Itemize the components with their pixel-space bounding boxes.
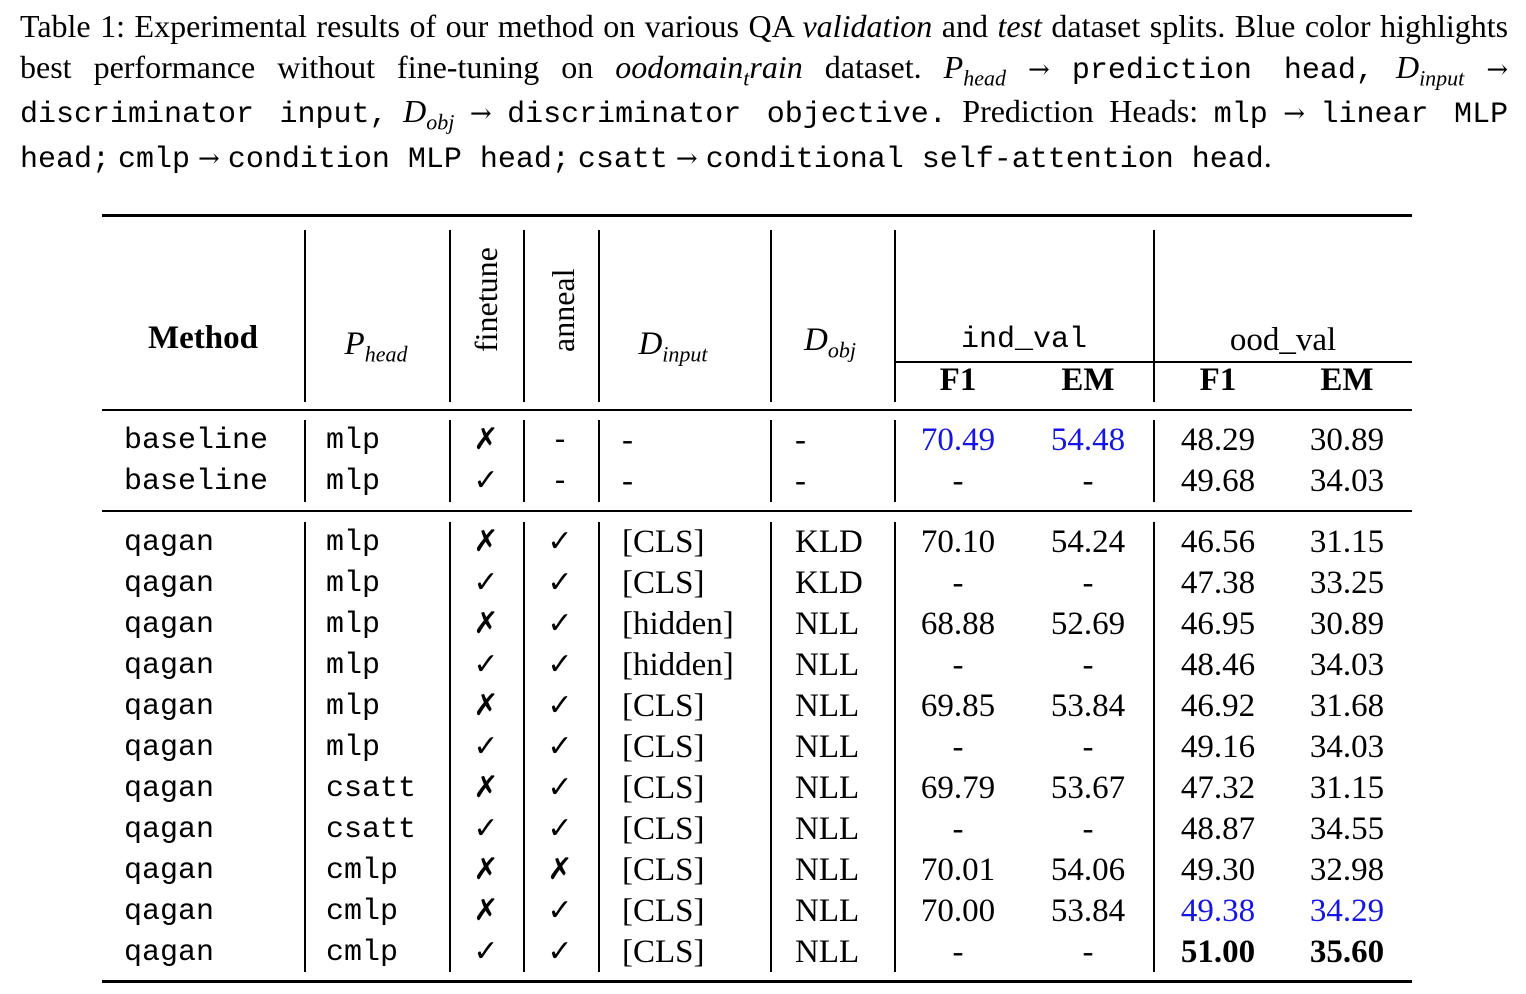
cell-d-obj: KLD [795,565,863,601]
cell-ood-f1: 46.92 [1180,688,1256,724]
header-d-obj: $D_{obj}$ [804,322,856,363]
cell-d-input: [CLS] [622,524,705,560]
cell-head: cmlp [326,895,399,929]
cell-ood-em: 31.68 [1309,688,1385,724]
cell-anneal: ✓ [547,893,573,928]
col-divider [304,522,306,972]
cell-ind-f1: - [952,647,964,683]
cell-finetune: ✗ [473,524,499,559]
cell-ood-f1: 49.16 [1180,729,1256,765]
table-caption: Table 1: Experimental results of our method on various QA validation and test dataset splits. Blue color highlights best performance without fine-tuning on oodomain$_t$rain dataset. $P_{head}$ → prediction head, $D_{input}$ → discriminator input, $D_{obj}$ → discriminator objective. Prediction Heads: mlp → linear MLP head; cmlp → condition MLP head; csatt → conditional self-attention head. [20,8,1509,177]
arrow-icon: → [675,143,698,174]
cell-anneal: ✓ [547,770,573,805]
arrow-icon: → [469,99,492,129]
cell-ood-em: 34.55 [1309,811,1385,847]
cell-ind-f1: - [952,729,964,765]
cell-method: qagan [124,936,215,970]
cell-ind-f1: - [952,463,964,499]
cell-ood-em: 31.15 [1309,770,1385,806]
cell-method: qagan [124,608,215,642]
cell-ind-em: - [1082,463,1094,499]
cell-d-input: [hidden] [622,647,734,683]
cell-d-obj: NLL [795,770,860,806]
cell-d-input: [CLS] [622,893,705,929]
cell-method: qagan [124,690,215,724]
cell-anneal: ✓ [547,934,573,969]
arrow-icon: → [1486,54,1509,85]
col-divider [449,522,451,972]
cell-d-input: [CLS] [622,688,705,724]
header-d-input: $D_{input}$ [638,326,708,367]
cell-ind-f1: 70.00 [920,893,996,929]
cell-ood-em: 34.03 [1309,729,1385,765]
cell-finetune: ✓ [473,934,499,969]
cell-anneal: - [554,422,566,457]
cell-finetune: ✓ [473,729,499,764]
cell-finetune: ✓ [473,811,499,846]
arrow-icon: → [198,143,220,174]
cell-anneal: - [554,463,566,498]
cell-head: mlp [326,465,381,499]
cell-head: mlp [326,526,381,560]
cell-d-input: [CLS] [622,770,705,806]
col-divider [449,230,451,402]
cell-ind-f1: 70.01 [920,852,996,888]
cell-anneal: ✓ [547,647,573,682]
top-rule [102,214,1412,217]
cell-method: baseline [124,424,269,458]
cell-method: qagan [124,526,215,560]
cell-d-input: - [622,463,633,499]
col-divider [598,230,600,402]
cell-anneal: ✓ [547,811,573,846]
cell-ood-em: 34.29 [1309,893,1385,929]
header-ind-em: EM [1061,362,1115,398]
cell-d-obj: NLL [795,893,860,929]
cell-ind-f1: - [952,565,964,601]
cell-ood-f1: 48.29 [1180,422,1256,458]
cell-ind-f1: - [952,934,964,970]
cell-head: mlp [326,424,381,458]
cell-method: qagan [124,567,215,601]
caption-label: Table 1: [20,8,126,44]
cell-method: qagan [124,772,215,806]
col-divider [598,522,600,972]
cell-ind-em: 53.84 [1050,893,1126,929]
cell-ind-f1: 70.10 [920,524,996,560]
cell-anneal: ✗ [547,852,573,887]
cell-head: cmlp [326,936,399,970]
cell-finetune: ✓ [473,463,499,498]
cell-finetune: ✗ [473,893,499,928]
cell-anneal: ✓ [547,565,573,600]
col-divider [598,420,600,502]
col-divider [1153,230,1155,402]
cell-d-obj: NLL [795,606,860,642]
cell-ood-f1: 51.00 [1180,934,1256,970]
header-ood-em: EM [1320,362,1374,398]
cell-ood-em: 35.60 [1309,934,1385,970]
col-divider [304,230,306,402]
cell-d-input: [CLS] [622,852,705,888]
cell-d-input: - [622,422,633,458]
cell-ood-em: 34.03 [1309,463,1385,499]
arrow-icon: → [1283,99,1306,129]
col-divider [770,230,772,402]
cell-finetune: ✗ [473,852,499,887]
cell-ood-f1: 49.30 [1180,852,1256,888]
cell-d-obj: - [795,463,806,499]
cell-d-obj: NLL [795,688,860,724]
col-divider [894,420,896,502]
cell-ind-em: 53.67 [1050,770,1126,806]
cell-method: qagan [124,731,215,765]
col-divider [770,420,772,502]
cell-ind-em: - [1082,565,1094,601]
cell-d-obj: NLL [795,647,860,683]
cell-d-input: [CLS] [622,811,705,847]
cell-ind-em: 52.69 [1050,606,1126,642]
cell-head: csatt [326,813,417,847]
header-ind-f1: F1 [939,362,977,398]
cell-ood-f1: 49.38 [1180,893,1256,929]
cell-anneal: ✓ [547,606,573,641]
cell-head: csatt [326,772,417,806]
cell-d-input: [hidden] [622,606,734,642]
cell-method: qagan [124,649,215,683]
cell-head: mlp [326,690,381,724]
cell-ind-em: - [1082,729,1094,765]
cell-ind-em: 54.06 [1050,852,1126,888]
col-divider [1153,522,1155,972]
cell-d-obj: KLD [795,524,863,560]
col-divider [523,420,525,502]
cell-ood-em: 33.25 [1309,565,1385,601]
cell-ood-f1: 46.95 [1180,606,1256,642]
header-rule [102,409,1412,411]
cell-head: cmlp [326,854,399,888]
cell-d-input: [CLS] [622,934,705,970]
header-ind-val: ind_val [960,323,1088,357]
ind-val-rule [895,361,1154,363]
cell-method: qagan [124,854,215,888]
cell-ind-f1: 68.88 [920,606,996,642]
cell-ind-em: - [1082,934,1094,970]
col-divider [304,420,306,502]
header-p-head: $P_{head}$ [344,326,408,367]
cell-head: mlp [326,567,381,601]
cell-ood-em: 30.89 [1309,606,1385,642]
col-divider [770,522,772,972]
cell-ind-em: 54.24 [1050,524,1126,560]
cell-ind-em: - [1082,811,1094,847]
cell-anneal: ✓ [547,688,573,723]
cell-d-input: [CLS] [622,565,705,601]
col-divider [449,420,451,502]
header-ood-val: ood_val [1229,322,1337,358]
cell-ind-f1: 69.85 [920,688,996,724]
arrow-icon: → [1028,54,1050,85]
cell-anneal: ✓ [547,524,573,559]
cell-finetune: ✗ [473,606,499,641]
cell-head: mlp [326,608,381,642]
cell-finetune: ✗ [473,770,499,805]
cell-ood-f1: 48.87 [1180,811,1256,847]
cell-d-obj: NLL [795,811,860,847]
cell-anneal: ✓ [547,729,573,764]
col-divider [894,230,896,402]
cell-method: qagan [124,895,215,929]
cell-finetune: ✓ [473,647,499,682]
cell-ood-f1: 49.68 [1180,463,1256,499]
bottom-rule [102,980,1412,983]
cell-d-obj: - [795,422,806,458]
group-rule [102,510,1412,512]
cell-finetune: ✓ [473,565,499,600]
col-divider [894,522,896,972]
cell-method: qagan [124,813,215,847]
cell-ood-f1: 48.46 [1180,647,1256,683]
cell-ind-f1: 70.49 [920,422,996,458]
cell-method: baseline [124,465,269,499]
col-divider [1153,420,1155,502]
cell-d-obj: NLL [795,852,860,888]
cell-ind-em: 53.84 [1050,688,1126,724]
cell-finetune: ✗ [473,688,499,723]
cell-ind-f1: - [952,811,964,847]
cell-ood-em: 31.15 [1309,524,1385,560]
cell-ood-em: 32.98 [1309,852,1385,888]
header-method: Method [148,320,258,356]
cell-finetune: ✗ [473,422,499,457]
header-ood-f1: F1 [1199,362,1237,398]
cell-ind-em: - [1082,647,1094,683]
cell-d-obj: NLL [795,729,860,765]
col-divider [523,230,525,402]
cell-ood-f1: 46.56 [1180,524,1256,560]
cell-ood-em: 30.89 [1309,422,1385,458]
header-anneal: anneal [545,268,581,352]
cell-d-input: [CLS] [622,729,705,765]
cell-head: mlp [326,649,381,683]
cell-ood-em: 34.03 [1309,647,1385,683]
cell-ind-f1: 69.79 [920,770,996,806]
cell-ind-em: 54.48 [1050,422,1126,458]
header-finetune: finetune [468,247,504,352]
cell-ood-f1: 47.38 [1180,565,1256,601]
cell-head: mlp [326,731,381,765]
col-divider [523,522,525,972]
cell-ood-f1: 47.32 [1180,770,1256,806]
cell-d-obj: NLL [795,934,860,970]
